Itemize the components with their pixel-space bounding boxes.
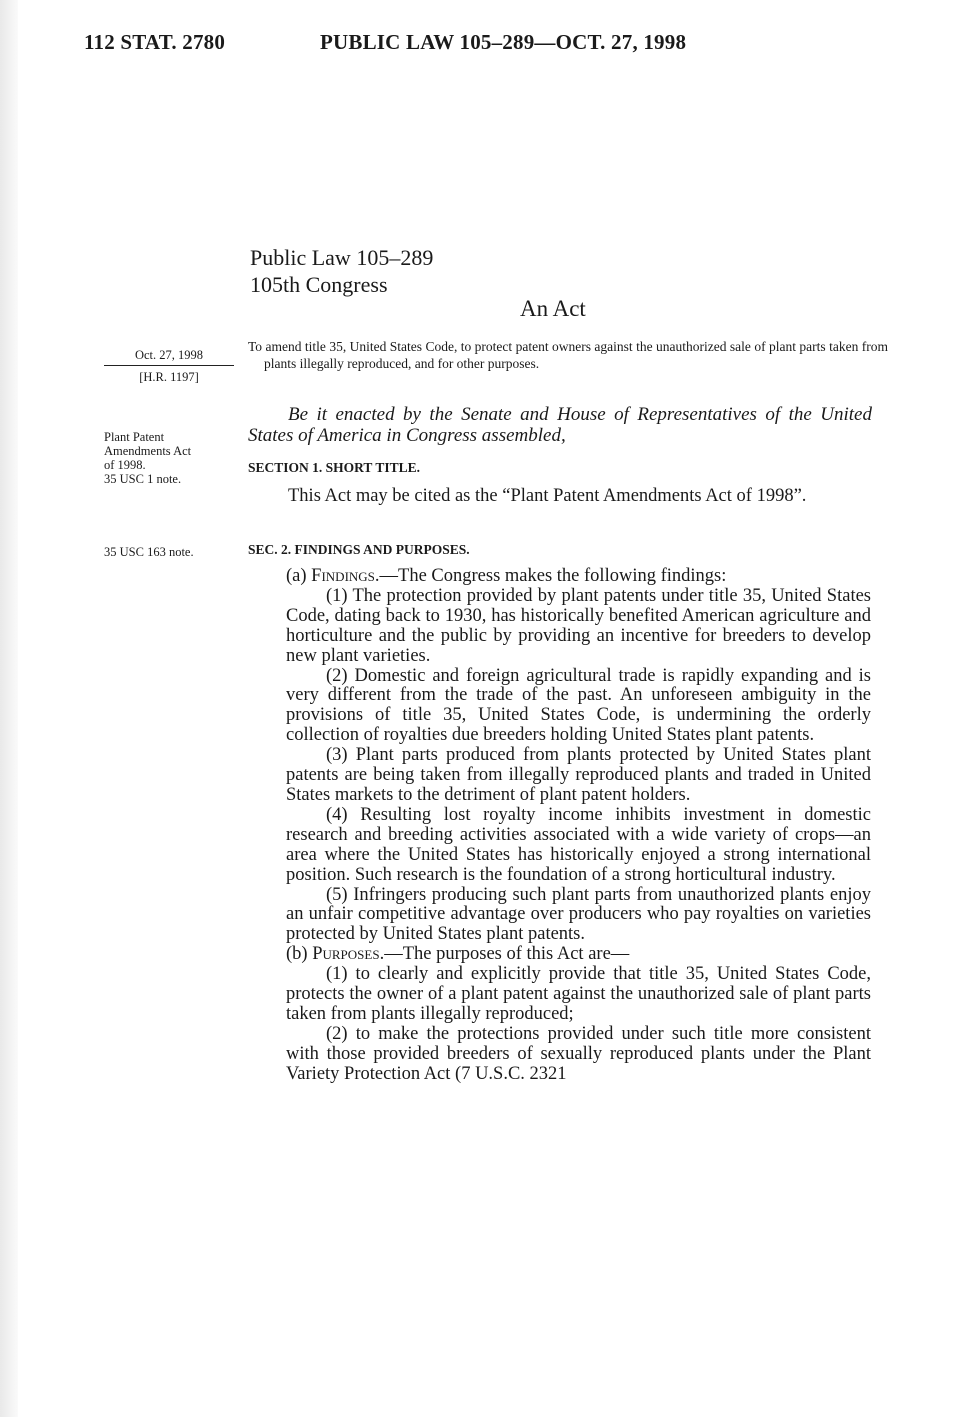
margin-bill-number: [H.R. 1197] — [139, 370, 199, 384]
purposes-subsection: (b) Purposes.—The purposes of this Act are— — [286, 944, 630, 965]
public-law-number: Public Law 105–289 — [250, 245, 434, 270]
purpose-2: (2) to make the protections provided under such title more consistent with those provided breeders of sexually reproduced plants under the Plant Variety Protection Act (7 U.S.C. 2321 — [286, 1023, 871, 1084]
margin-date: Oct. 27, 1998 — [104, 348, 234, 366]
an-act-heading: An Act — [520, 296, 586, 321]
margin-short-title-note: Plant Patent Amendments Act of 1998. 35 USC 1 note. — [104, 430, 192, 486]
law-designation — [250, 244, 433, 298]
findings-subsection: (a) Findings.—The Congress makes the following findings: — [286, 566, 727, 586]
section-2-body — [286, 567, 871, 1085]
page-binding-shadow — [0, 0, 18, 1417]
finding-2: (2) Domestic and foreign agricultural trade is rapidly expanding and is very different from the trade of the past. An unforeseen ambiguity in the provisions of title 35, United States Code, is undermining the orderly collection of royalties due breeders holding United States plant patents. — [286, 665, 871, 746]
finding-1: (1) The protection provided by plant patents under title 35, United States Code, dating back to 1930, has historically benefited American agriculture and horticulture and the public by providing an incentive for breeders to develop new plant varieties. — [286, 585, 871, 666]
margin-date-bill — [104, 348, 234, 384]
finding-5: (5) Infringers producing such plant parts from unauthorized plants enjoy an unfair competitive advantage over producers who pay royalties on varieties protected by United States plant patents. — [286, 884, 871, 945]
running-head-title: PUBLIC LAW 105–289—OCT. 27, 1998 — [320, 30, 687, 54]
section-1-heading: SECTION 1. SHORT TITLE. — [248, 460, 420, 475]
section-2-heading: SEC. 2. FINDINGS AND PURPOSES. — [248, 542, 470, 557]
finding-4: (4) Resulting lost royalty income inhibits investment in domestic research and breeding activities associated with a wide variety of crops—an area where the United States has historically enjoyed a strong international position. Such research is the foundation of a strong horticultural industry. — [286, 804, 871, 885]
purpose-1: (1) to clearly and explicitly provide that title 35, United States Code, protects the owner of a plant patent against the unauthorized sale of plant parts taken from plants illegally reproduced; — [286, 964, 871, 1024]
section-1-text: This Act may be cited as the “Plant Patent Amendments Act of 1998”. — [288, 486, 807, 506]
enacting-clause: Be it enacted by the Senate and House of Representatives of the United States of America in Congress assembled, — [248, 404, 872, 446]
statute-page-number: 112 STAT. 2780 — [84, 30, 226, 54]
purposes-label: Purposes — [312, 944, 380, 965]
findings-label: Findings — [311, 566, 375, 586]
margin-sec2-note: 35 USC 163 note. — [104, 545, 194, 559]
long-title: To amend title 35, United States Code, to protect patent owners against the unauthorized sale of plant parts taken from plants illegally reproduced, and for other purposes. — [248, 339, 888, 371]
finding-3: (3) Plant parts produced from plants protected by United States plant patents are being taken from illegally reproduced plants and traded in United States markets to the detriment of plant patent holders. — [286, 745, 871, 805]
congress-number: 105th Congress — [250, 272, 388, 297]
